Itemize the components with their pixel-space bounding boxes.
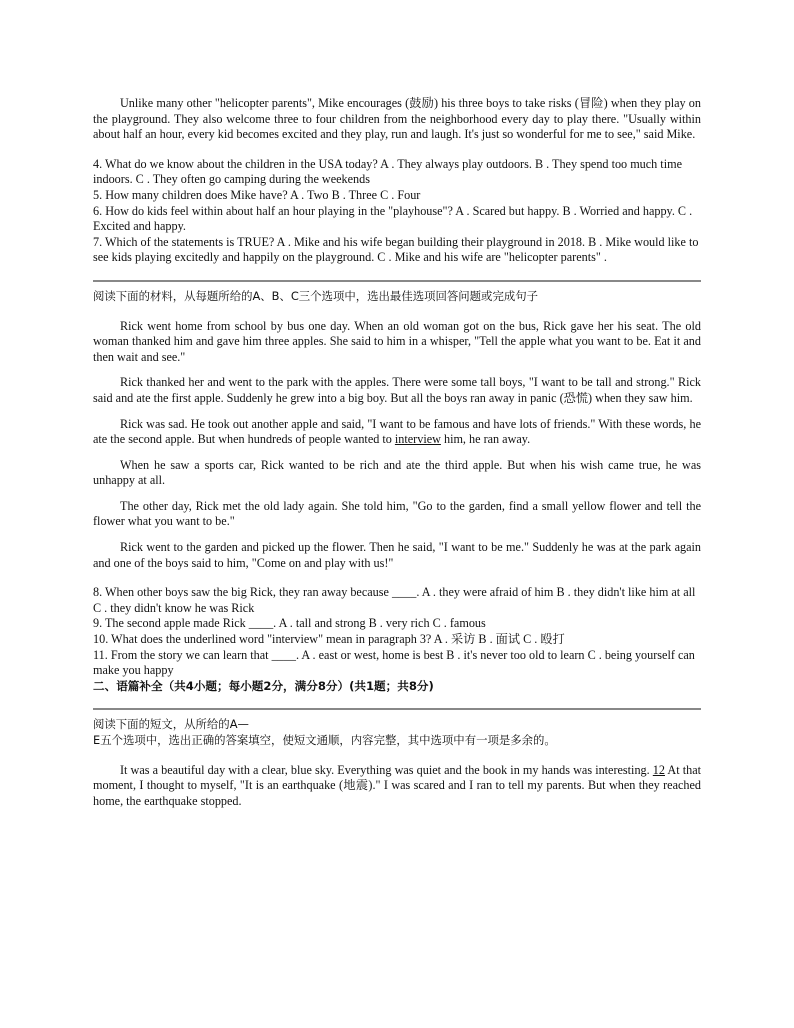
- cloze-instruction-line: 阅读下面的短文，从所给的A—: [93, 717, 249, 732]
- question-item: 11. From the story we can learn that ____. A . east or west, home is best B . it's never too old to learn C . being yourself can make you happy: [93, 647, 695, 678]
- cloze-instruction-line: E五个选项中，选出正确的答案填空，使短文通顺，内容完整，其中选项中有一项是多余的。: [93, 733, 556, 747]
- underlined-word: interview: [394, 432, 441, 447]
- cloze-text: It was a beautiful day with a clear, blue sky. Everything was quiet and the book in my hands was interesting.: [120, 762, 653, 777]
- section-title: 二、语篇补全（共4小题；每小题2分，满分8分）(共1题；共8分): [93, 678, 434, 693]
- question-list-2: [93, 585, 701, 679]
- cloze-paragraph: [93, 763, 701, 810]
- question-item: 9. The second apple made Rick ____. A . tall and strong B . very rich C . famous: [93, 616, 486, 631]
- question-item: 5. How many children does Mike have? A . Two B . Three C . Four: [93, 187, 421, 202]
- question-item: 10. What does the underlined word "interview" mean in paragraph 3? A . 采访 B . 面试 C . 殴打: [93, 632, 565, 647]
- story-paragraph: Rick went to the garden and picked up the flower. Then he said, "I want to be me." Suddenly he was at the park again and one of the boys said to him, "Come on and play with us!": [93, 540, 701, 570]
- question-list-1: [93, 157, 701, 266]
- story-paragraph-famous: [93, 417, 701, 448]
- question-item: 7. Which of the statements is TRUE? A . Mike and his wife began building their playground in 2018. B . Mike would like to see kids playing excitedly and happily on the playground. C . Mike and his wife are "helicopter parents" .: [93, 234, 699, 265]
- cloze-text: At that moment, I thought to myself, "It is an earthquake (地震)." I was scared and I ran to tell my parents. But when they reached home, the earthquake stopped.: [93, 762, 701, 808]
- question-item: 6. How do kids feel within about half an hour playing in the "playhouse"? A . Scared but happy. B . Worried and happy. C . Excited and happy.: [93, 203, 693, 234]
- story-paragraph: Rick went home from school by bus one day. When an old woman got on the bus, Rick gave her his seat. The old woman thanked him and gave him three apples. She said to him in a whisper, "Tell the apple what you want to be. Eat it and then wait and see.": [93, 318, 701, 364]
- section-divider: [93, 708, 701, 710]
- document-page: [93, 96, 701, 809]
- story-paragraph: When he saw a sports car, Rick wanted to be rich and ate the third apple. But when his wish came true, he was unhappy at all.: [93, 457, 701, 488]
- blank-number: 12: [652, 762, 665, 777]
- passage-paragraph: Unlike many other "helicopter parents", Mike encourages (鼓励) his three boys to take risks (冒险) when they play on the playground. They also welcome three to four children from the neighborhood every day to play there. "Usually within about half an hour, every kid becomes excited and they play, run and laugh. It's just so wonderful for me to see," said Mike.: [93, 96, 701, 142]
- reading-instruction: 阅读下面的材料，从每题所给的A、B、C三个选项中，选出最佳选项回答问题或完成句子: [93, 288, 539, 303]
- story-paragraph: The other day, Rick met the old lady again. She told him, "Go to the garden, find a small yellow flower and tell the flower what you want to be.": [93, 498, 701, 529]
- question-item: 8. When other boys saw the big Rick, they ran away because ____. A . they were afraid of him B . they didn't like him at all C . they didn't know he was Rick: [93, 585, 696, 615]
- story-text: him, he ran away.: [440, 432, 531, 447]
- story-paragraph: Rick thanked her and went to the park with the apples. There were some tall boys, "I want to be tall and strong." Rick said and ate the first apple. Suddenly he grew into a big boy. But all the boys ran away in panic (恐慌) when they saw him.: [93, 375, 701, 405]
- question-item: 4. What do we know about the children in the USA today? A . They always play outdoors. B . They spend too much time indoors. C . They often go camping during the weekends: [93, 156, 682, 187]
- section-divider: [93, 280, 701, 282]
- story-text: Rick was sad. He took out another apple and said, "I want to be famous and have lots of friends." With these words, he ate the second apple. But when hundreds of people wanted to: [93, 416, 701, 447]
